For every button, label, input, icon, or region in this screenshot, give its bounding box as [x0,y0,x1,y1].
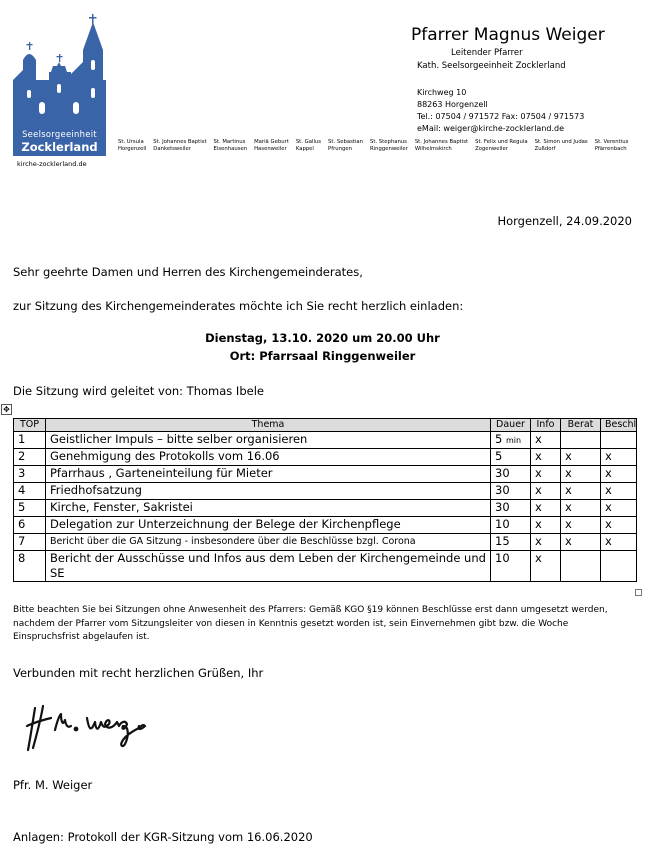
cell-dauer: 10 [491,551,531,582]
table-header-row [14,419,637,432]
cell-berat: x [561,466,601,483]
cell-top: 5 [14,500,46,517]
cell-berat: x [561,449,601,466]
closing-greeting: Verbunden mit recht herzlichen Grüßen, Ihr [13,666,264,680]
letter-date: Horgenzell, 24.09.2020 [497,214,632,228]
parish-item: St. Gallus Kappel [295,139,322,152]
parish-item: Mariä Geburt Hasenweiler [254,139,289,152]
cell-thema: Genehmigung des Protokolls vom 16.06 [46,449,491,466]
cell-berat: x [561,517,601,534]
cell-info: x [531,449,561,466]
cell-beschl: x [601,449,637,466]
cell-top: 4 [14,483,46,500]
cell-dauer: 5 min [491,432,531,449]
cell-info: x [531,483,561,500]
cell-thema: Friedhofsatzung [46,483,491,500]
cell-top: 2 [14,449,46,466]
sender-name: Pfarrer Magnus Weiger [411,25,605,45]
table-resize-handle[interactable] [635,589,642,596]
meeting-leader: Die Sitzung wird geleitet von: Thomas Ibele [13,384,264,398]
parish-item: St. Sebastian Pfrungen [328,139,363,152]
address-email: eMail: weiger@kirche-zocklerland.de [417,124,565,133]
cell-beschl [601,551,637,582]
cell-top: 6 [14,517,46,534]
cell-dauer: 15 [491,534,531,551]
address-phone: Tel.: 07504 / 971572 Fax: 07504 / 971573 [417,112,585,121]
attachments: Anlagen: Protokoll der KGR-Sitzung vom 16.06.2020 [13,830,313,844]
address-city: 88263 Horgenzell [417,100,488,109]
handwritten-signature [25,700,155,760]
cell-dauer: 30 [491,483,531,500]
intro-text: zur Sitzung des Kirchengemeinderates möchte ich Sie recht herzlich einladen: [13,299,464,313]
meeting-date: Dienstag, 13.10. 2020 um 20.00 Uhr [205,331,440,345]
table-row [14,432,637,449]
parish-item: St. Simon und Judas Zußdorf [534,139,588,152]
table-row [14,500,637,517]
column-header-dauer: Dauer [491,419,531,432]
signed-by: Pfr. M. Weiger [13,778,93,792]
address-street: Kirchweg 10 [417,88,467,97]
cell-info: x [531,517,561,534]
cell-berat: x [561,534,601,551]
cell-thema: Kirche, Fenster, Sakristei [46,500,491,517]
cell-dauer: 10 [491,517,531,534]
parish-item: St. Felix und Regula Zogenweiler [475,139,528,152]
kgo-note: Bitte beachten Sie bei Sitzungen ohne Anwesenheit des Pfarrers: Gemäß KGO §19 können Beschlüsse erst dann umgesetzt werden, nachdem der Pfarrer vom Sitzungsleiter von diesen in Kenntnis gesetzt worden ist, sein Einvernehmen gibt bzw. die Woche Einspruchsfrist abgelaufen ist. [13,605,608,642]
cell-dauer: 30 [491,500,531,517]
sender-unit: Kath. Seelsorgeeinheit Zocklerland [417,61,566,71]
cell-thema: Geistlicher Impuls – bitte selber organisieren [46,432,491,449]
agenda-table [13,418,637,582]
cell-beschl [601,432,637,449]
parish-item: St. Johannes Baptist Danketsweiler [153,139,207,152]
cell-beschl: x [601,500,637,517]
cell-beschl: x [601,466,637,483]
cell-dauer: 30 [491,466,531,483]
column-header-thema: Thema [46,419,491,432]
table-row [14,517,637,534]
cell-thema: Bericht der Ausschüsse und Infos aus dem Leben der Kirchengemeinde und SE [46,551,491,582]
table-row [14,466,637,483]
table-row [14,551,637,582]
cell-top: 3 [14,466,46,483]
parish-item: St. Martinus Eisenhausen [213,139,248,152]
sender-role: Leitender Pfarrer [451,48,523,58]
cell-info: x [531,466,561,483]
cell-beschl: x [601,534,637,551]
cell-top: 1 [14,432,46,449]
logo-text-line2: Zocklerland [21,140,98,154]
parish-item: St. Johannes Baptist Wilhelmskirch [414,139,469,152]
logo-caption: kirche-zocklerland.de [17,160,87,168]
parish-item: St. Stephanus Ringgenweiler [369,139,408,152]
cell-top: 7 [14,534,46,551]
cell-info: x [531,500,561,517]
table-row [14,483,637,500]
logo-text-line1: Seelsorgeeinheit [22,129,97,139]
parish-list [118,139,638,153]
column-header-top: TOP [14,419,46,432]
cell-info: x [531,534,561,551]
meeting-location: Ort: Pfarrsaal Ringgenweiler [229,349,416,363]
cell-thema: Bericht über die GA Sitzung - insbesondere über die Beschlüsse bzgl. Corona [46,534,491,551]
table-row [14,534,637,551]
column-header-berat: Berat [561,419,601,432]
table-row [14,449,637,466]
cell-info: x [531,432,561,449]
cell-berat [561,551,601,582]
cell-beschl: x [601,517,637,534]
cell-dauer: 5 [491,449,531,466]
cell-top: 8 [14,551,46,582]
column-header-beschl: Beschl [601,419,637,432]
cell-beschl: x [601,483,637,500]
cell-info: x [531,551,561,582]
cell-dauer-unit: min [505,436,522,445]
cell-berat: x [561,500,601,517]
parish-item: St. Verentius Pfärrenbach [594,139,629,152]
cell-berat: x [561,483,601,500]
parish-logo [13,14,106,156]
move-icon[interactable]: ✥ [1,404,12,415]
cell-berat [561,432,601,449]
cell-thema: Pfarrhaus , Garteneinteilung für Mieter [46,466,491,483]
column-header-info: Info [531,419,561,432]
cell-thema: Delegation zur Unterzeichnung der Belege der Kirchenpflege [46,517,491,534]
parish-item: St. Ursula Horgenzell [118,139,147,152]
salutation: Sehr geehrte Damen und Herren des Kirchengemeinderates, [13,265,363,279]
